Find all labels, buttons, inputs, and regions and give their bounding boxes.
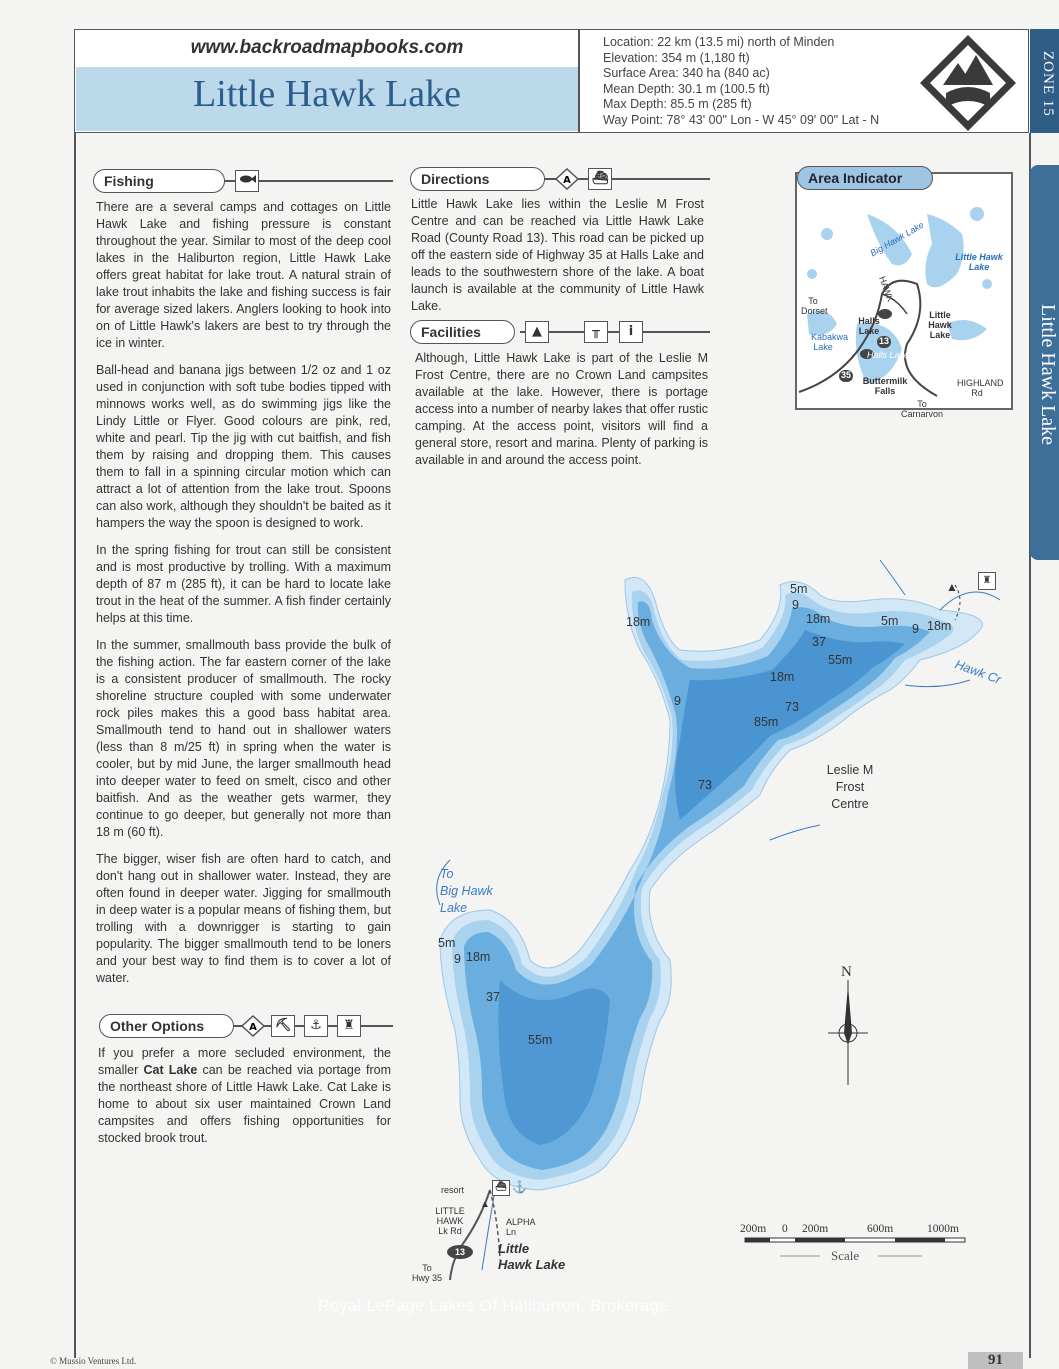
area-map-graphic xyxy=(797,174,1011,408)
atv-icon xyxy=(241,1015,265,1037)
facilities-text: Although, Little Hawk Lake is part of the Leslie M Frost Centre, there are no Crown Land campsites available at the lake. However, there is portage access into a number of nearby lakes that offer rustic camping. At the access point, visitors will find a general store, resort and marina. Plenty of parking is available in and around the access point. xyxy=(415,351,708,467)
area-label-town: Little Hawk Lake xyxy=(928,310,952,340)
little-hawk-road-line: Lk Rd xyxy=(438,1226,462,1236)
header-divider xyxy=(578,29,580,133)
atv-icon xyxy=(555,168,579,190)
hawk-creek xyxy=(940,592,1000,610)
town-label xyxy=(498,1241,565,1273)
hawk-creek-label: Hawk Cr xyxy=(953,657,1003,687)
info-waypoint: Way Point: 78° 43' 00" Lon - W 45° 09' 00" Lat - N xyxy=(603,112,880,127)
frost-centre-line: Leslie M xyxy=(826,763,874,777)
to-big-hawk-line: To xyxy=(440,867,454,881)
little-hawk-road-line: HAWK xyxy=(436,1216,464,1226)
hiking-icon: ♜ xyxy=(337,1015,361,1037)
other-options-text-a: If you prefer a more secluded environment, the smaller xyxy=(98,1046,391,1077)
to-big-hawk-line: Big Hawk xyxy=(440,884,493,898)
cat-lake-name: Cat Lake xyxy=(143,1063,198,1077)
info-elevation: Elevation: 354 m (1,180 ft) xyxy=(603,50,750,65)
depth-label: 9 xyxy=(792,598,799,612)
svg-text:A: A xyxy=(249,1022,257,1033)
to-big-hawk-label xyxy=(440,866,493,917)
zone-label: ZONE 15 xyxy=(1040,51,1056,117)
directions-heading-row xyxy=(410,167,710,191)
town-line: Hawk Lake xyxy=(498,1257,566,1272)
depth-label: 5m xyxy=(438,936,456,950)
other-options-text xyxy=(98,1045,391,1147)
anchor-icon: ⚓ xyxy=(304,1015,328,1037)
fishing-paragraph: There are a several camps and cottages on Little Hawk Lake and fishing pressure is constant throughout the year. Similar to most of the deep cool lakes in the Haliburton region, Little Hawk Lake offers great habitat for lake trout. A natural strain of lake trout inhabits the lake and fishing success is fair for average sized lakers. Anglers looking to hook into on of Little Hawk's lakers are best to try through the ice in winter. xyxy=(96,200,391,350)
depth-label: 9 xyxy=(912,622,919,636)
facilities-heading: Facilities xyxy=(410,320,515,344)
area-label-dorset: To Dorset xyxy=(801,296,828,316)
fishing-paragraph: The bigger, wiser fish are often hard to catch, and don't hang out in shallower water. Instead, they are often found in deeper water. Jigging for smallmouth in deep water is a popular means of fishing them, but trolling with a downrigger is starting to gain popularity. The bigger smallmouth tend to be loners and your best way to find them is to cover a lot of water. xyxy=(96,852,391,985)
fishing-paragraph: In the summer, smallmouth bass provide the bulk of the fishing action. The far eastern corner of the lake is a consistent producer of smallmouth. The rocky shoreline structure coupled with some underwater rock piles makes this a good bass habitat area. Smallmouth tend to hand out in shallower waters (less than 8 m/25 ft) in spring when the water is cooler, but by mid June, the larger smallmouth head into deeper water to feed on smelt, cisco and other baitfish. And as the weather gets warmer, they continue to go deeper, but generally not more than 18 m (60 ft). xyxy=(96,638,391,839)
area-label-carnarvon: To Carnarvon xyxy=(900,399,944,419)
frost-centre-line: Centre xyxy=(831,797,869,811)
town-line: Little xyxy=(498,1241,530,1256)
depth-label: 55m xyxy=(828,653,853,667)
store-icon: ▲ xyxy=(480,1199,490,1210)
area-label-halls-lake: Halls Lake xyxy=(867,350,910,360)
lake-info xyxy=(603,35,879,129)
info-location: Location: 22 km (13.5 mi) north of Minden xyxy=(603,35,835,49)
to-big-hawk-line: Lake xyxy=(440,901,468,915)
depth-label: 73 xyxy=(785,700,799,714)
area-label-halls: Halls Lake xyxy=(858,316,880,336)
scale-tick: 200m xyxy=(802,1223,829,1235)
route-13-label: 13 xyxy=(454,1247,465,1257)
backroad-logo-icon xyxy=(918,33,1018,133)
other-options-text-b: can be reached via portage from the northeast shore of Little Hawk Lake. Cat Lake is home to about six user maintained Crown Land campsites and offers fishing opportunities for stocked brook trout. xyxy=(98,1063,391,1145)
depth-label: 37 xyxy=(812,635,826,649)
area-label-buttermilk: Buttermilk Falls xyxy=(862,376,908,396)
area-label-hawk-road: HAWK xyxy=(877,274,896,304)
depth-label: 5m xyxy=(881,614,899,628)
other-options-heading-row xyxy=(99,1014,393,1038)
inflow-stream xyxy=(770,825,820,840)
hiking-icon: ♜ xyxy=(978,572,996,590)
resort-label: resort xyxy=(441,1185,465,1195)
depth-label: 73 xyxy=(698,778,712,792)
info-max-depth: Max Depth: 85.5 m (285 ft) xyxy=(603,97,752,112)
scale-tick: 200m xyxy=(740,1223,767,1235)
campsite-icon: ▲ xyxy=(525,321,549,343)
area-label-big-hawk: Big Hawk Lake xyxy=(868,219,926,259)
depth-label: 18m xyxy=(466,950,491,964)
page-number: 91 xyxy=(968,1352,1023,1369)
depth-label: 18m xyxy=(770,670,795,684)
depth-label: 18m xyxy=(626,615,651,629)
depth-label: 9 xyxy=(674,694,681,708)
to-hwy-35-label xyxy=(409,1263,445,1283)
scale-tick: 0 xyxy=(782,1223,788,1235)
little-hawk-road-line: LITTLE xyxy=(435,1206,465,1216)
info-icon: i xyxy=(619,321,643,343)
site-url[interactable]: www.backroadmapbooks.com xyxy=(76,31,578,67)
to-hwy-line: Hwy 35 xyxy=(411,1273,442,1283)
north-label: N xyxy=(841,964,852,980)
boat-launch-icon: ⛴ xyxy=(588,168,612,190)
depth-label: 85m xyxy=(754,715,779,729)
side-tab-label: Little Hawk Lake xyxy=(1037,304,1059,446)
frost-centre-label xyxy=(822,762,878,813)
info-mean-depth: Mean Depth: 30.1 m (100.5 ft) xyxy=(603,81,770,96)
alpha-lane-label xyxy=(506,1217,536,1237)
alpha-lane-line: Ln xyxy=(506,1227,517,1237)
to-hwy-line: To xyxy=(422,1263,432,1273)
depth-label: 18m xyxy=(806,612,831,626)
directions-heading: Directions xyxy=(410,167,545,191)
inflow-stream xyxy=(905,680,970,687)
area-label-highland: HIGHLAND Rd xyxy=(957,378,1004,398)
frame-left xyxy=(74,133,76,1358)
fishing-heading-row xyxy=(93,169,393,193)
fishing-heading: Fishing xyxy=(93,169,225,193)
fish-icon xyxy=(235,170,259,192)
area-label-kabakwa: Kabakwa Lake xyxy=(811,332,849,352)
anchor-icon: ⚓ xyxy=(512,1180,527,1194)
directions-text: Little Hawk Lake lies within the Leslie M Frost Centre and can be reached via Little Hawk Lake Road (County Road 13). This road can be picked up off the eastern side of Highway 35 at Halls Lake and leads to the southwestern shore of the lake. A boat launch is available at the community of Little Hawk Lake. xyxy=(411,197,704,313)
alpha-lane-line: ALPHA xyxy=(506,1217,536,1227)
depth-label: 5m xyxy=(790,582,808,596)
scale-label: Scale xyxy=(831,1248,860,1263)
area-highway-35-shield: 35 xyxy=(840,370,851,380)
fishing-text xyxy=(96,199,391,997)
depth-label: 9 xyxy=(454,952,461,966)
boat-launch-icon: ⛴ xyxy=(492,1180,510,1196)
portage-icon: ⛏ xyxy=(271,1015,295,1037)
little-hawk-road-label xyxy=(435,1206,465,1236)
info-area: Surface Area: 340 ha (840 ac) xyxy=(603,66,770,81)
area-indicator-map[interactable] xyxy=(795,172,1013,419)
depth-label: 55m xyxy=(528,1033,553,1047)
depth-label: 37 xyxy=(486,990,500,1004)
fishing-paragraph: In the spring fishing for trout can still be consistent and is most productive by trolling. With a maximum depth of 87 m (285 ft), it can be hard to locate lake trout in the heat of the summer. A fish finder certainly helps at this time. xyxy=(96,543,391,625)
svg-text:A: A xyxy=(563,175,571,186)
copyright: © Mussio Ventures Ltd. xyxy=(50,1356,137,1366)
watermark: Royal LePage Lakes Of Haliburton, Brokerage xyxy=(318,1298,669,1315)
area-label-little-hawk: Little Hawk Lake xyxy=(955,252,1003,272)
page-title: Little Hawk Lake xyxy=(192,73,461,115)
scale-tick: 600m xyxy=(867,1223,894,1235)
fishing-paragraph: Ball-head and banana jigs between 1/2 oz and 1 oz used in conjunction with soft tube bodies tipped with minnows works well, as do swimming jigs like the Lindy Little or Flyer. Good colours are pink, red, white and pearl. Tip the jig with cut baitfish, and fish them by raising and dropping them. This causes them to fall in a spinning circular motion which can attract a lot of attention from the lake trout. Spoons can also work, although they shouldn't be baited as it hampers the way the spoon is designed to work. xyxy=(96,363,391,530)
campsite-icon: ▲ xyxy=(946,580,958,594)
area-indicator-heading: Area Indicator xyxy=(797,166,933,190)
scale-tick: 1000m xyxy=(927,1223,959,1235)
frost-centre-line: Frost xyxy=(835,780,865,794)
other-options-heading: Other Options xyxy=(99,1014,234,1038)
compass-icon xyxy=(828,980,868,1085)
depth-label: 18m xyxy=(927,619,952,633)
picnic-icon: ╥ xyxy=(584,321,608,343)
area-route-13-shield: 13 xyxy=(878,336,889,346)
inflow-stream xyxy=(880,560,905,595)
facilities-heading-row xyxy=(410,320,710,344)
